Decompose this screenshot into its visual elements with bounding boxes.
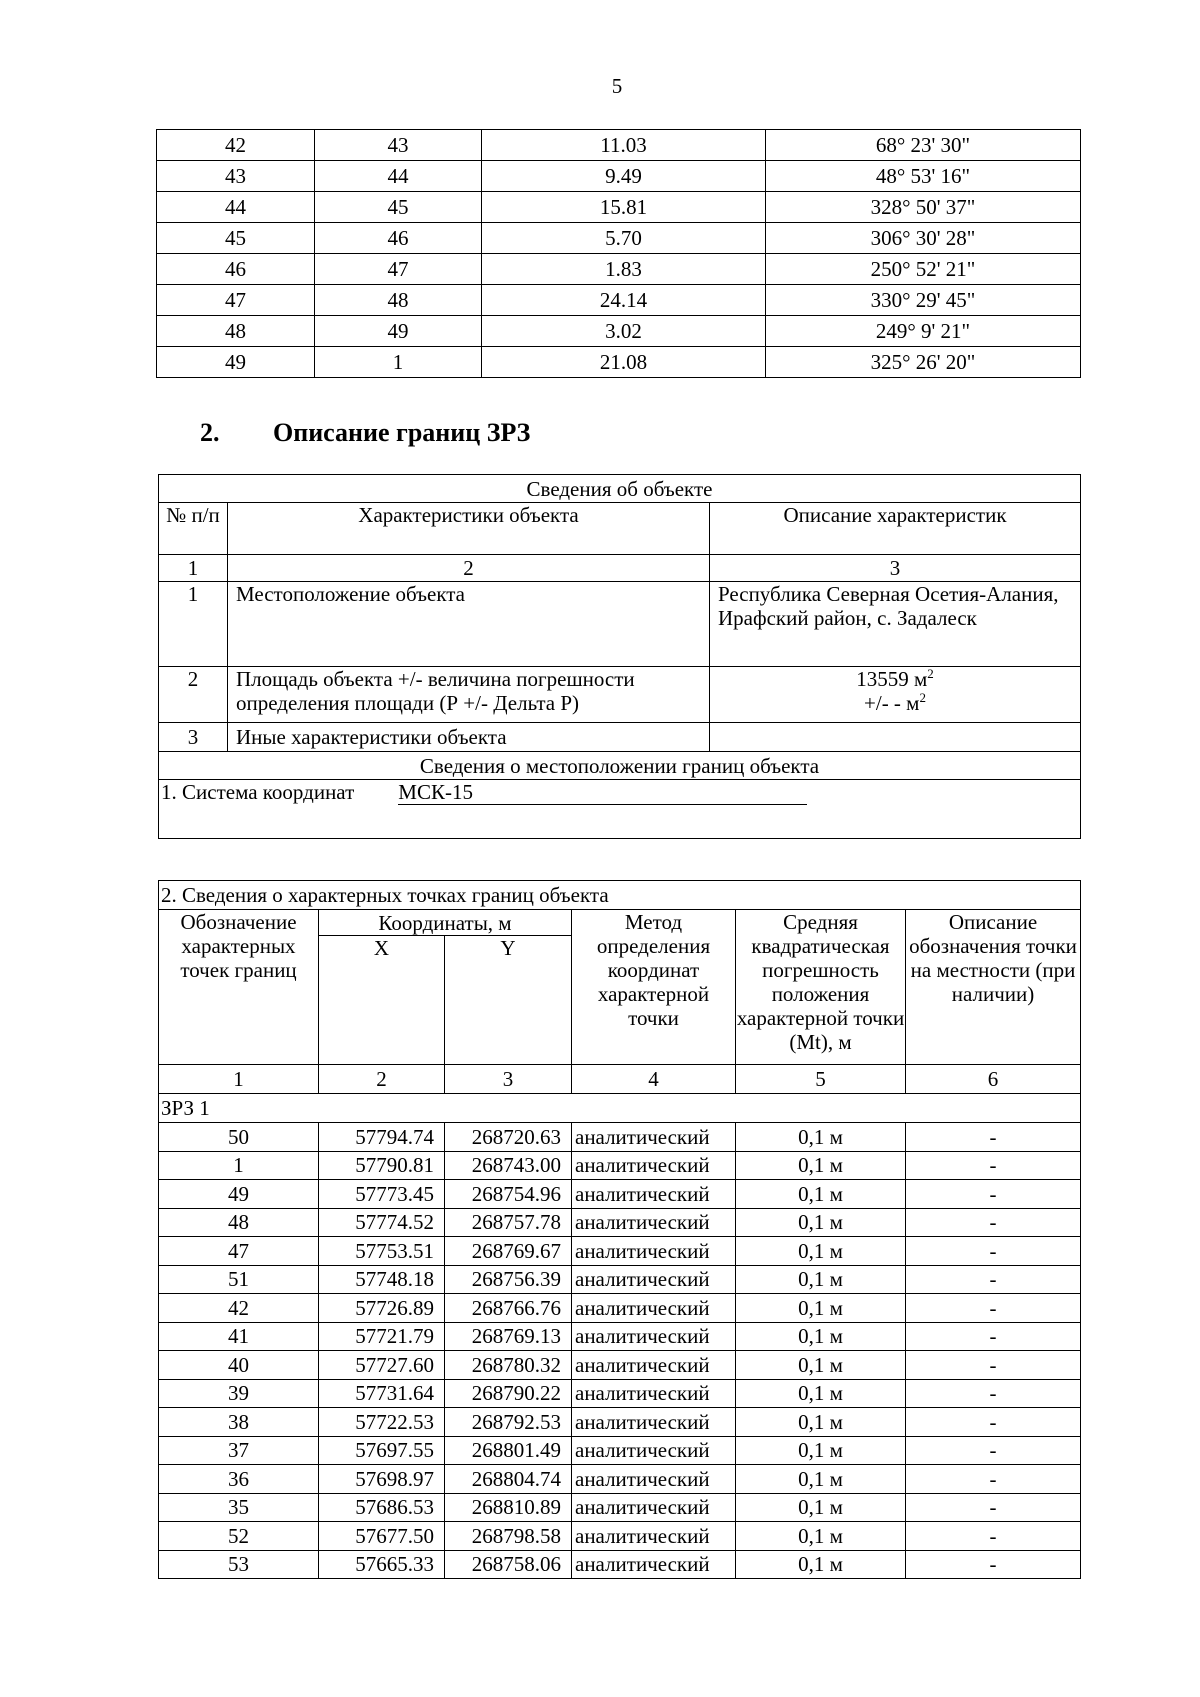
page-number: 5 [611,74,623,98]
segment-row [157,254,1081,285]
point-id: 1 [159,1151,319,1180]
object-table-title: Сведения об объекте [159,475,1081,503]
point-description: - [906,1550,1081,1579]
points-table-title: 2. Сведения о характерных точках границ объекта [159,881,1081,910]
y-header: Y [445,936,572,1065]
point-error: 0,1 м [736,1522,906,1551]
point-row [159,1379,1081,1408]
segment-angle: 325° 26' 20" [766,347,1081,378]
row-number: 2 [159,667,228,723]
point-error: 0,1 м [736,1322,906,1351]
point-y: 268758.06 [445,1550,572,1579]
segment-from: 45 [157,223,315,254]
point-description: - [906,1465,1081,1494]
segment-to: 44 [315,161,482,192]
segment-row [157,130,1081,161]
point-row [159,1493,1081,1522]
point-x: 57748.18 [319,1265,445,1294]
point-row [159,1550,1081,1579]
coord-system-row [159,780,1081,839]
point-id: 53 [159,1550,319,1579]
point-id: 52 [159,1522,319,1551]
point-y: 268769.67 [445,1237,572,1266]
point-y: 268792.53 [445,1408,572,1437]
point-id: 51 [159,1265,319,1294]
point-row [159,1408,1081,1437]
point-error: 0,1 м [736,1123,906,1152]
point-method: аналитический [572,1522,736,1551]
point-id: 39 [159,1379,319,1408]
point-description: - [906,1265,1081,1294]
segment-length: 1.83 [482,254,766,285]
point-description: - [906,1351,1081,1380]
col-description-header: Описание характеристик [710,503,1081,555]
point-id: 40 [159,1351,319,1380]
point-error: 0,1 м [736,1351,906,1380]
coord-system-label: 1. Система координат [161,780,355,804]
index-cell: 2 [228,555,710,582]
point-x: 57774.52 [319,1208,445,1237]
index-cell: 3 [445,1065,572,1094]
point-description: - [906,1208,1081,1237]
row-number: 3 [159,723,228,752]
point-method: аналитический [572,1237,736,1266]
point-x: 57686.53 [319,1493,445,1522]
segment-length: 21.08 [482,347,766,378]
point-id: 49 [159,1180,319,1209]
zone-label: ЗРЗ 1 [159,1094,1081,1123]
point-id: 37 [159,1436,319,1465]
point-row [159,1522,1081,1551]
point-x: 57721.79 [319,1322,445,1351]
point-y: 268757.78 [445,1208,572,1237]
segment-to: 1 [315,347,482,378]
point-row [159,1180,1081,1209]
index-cell: 1 [159,555,228,582]
point-y: 268804.74 [445,1465,572,1494]
row-characteristic: Площадь объекта +/- величина погрешности определения площади (Р +/- Дельта Р) [228,667,710,723]
area-error-exponent: 2 [919,690,926,705]
point-row [159,1237,1081,1266]
point-y: 268798.58 [445,1522,572,1551]
point-row [159,1123,1081,1152]
segment-length: 15.81 [482,192,766,223]
point-description: - [906,1408,1081,1437]
area-value-cell [710,667,1081,723]
point-row [159,1265,1081,1294]
point-error: 0,1 м [736,1151,906,1180]
area-value: 13559 м [856,667,928,691]
point-x: 57753.51 [319,1237,445,1266]
index-cell: 1 [159,1065,319,1094]
point-x: 57698.97 [319,1465,445,1494]
row-description [710,723,1081,752]
section-number: 2. [200,418,220,447]
point-id: 36 [159,1465,319,1494]
point-description: - [906,1322,1081,1351]
point-y: 268780.32 [445,1351,572,1380]
point-x: 57794.74 [319,1123,445,1152]
point-row [159,1208,1081,1237]
col-number-header: № п/п [159,503,228,555]
point-id: 50 [159,1123,319,1152]
designation-header: Обозначение характерных точек границ [159,910,319,1065]
point-y: 268756.39 [445,1265,572,1294]
segment-from: 47 [157,285,315,316]
point-description: - [906,1379,1081,1408]
point-error: 0,1 м [736,1294,906,1323]
point-description: - [906,1151,1081,1180]
segments-table [156,129,1081,378]
point-error: 0,1 м [736,1208,906,1237]
point-x: 57697.55 [319,1436,445,1465]
point-error: 0,1 м [736,1465,906,1494]
point-method: аналитический [572,1351,736,1380]
segment-angle: 306° 30' 28" [766,223,1081,254]
point-x: 57790.81 [319,1151,445,1180]
segment-angle: 249° 9' 21" [766,316,1081,347]
point-description: - [906,1436,1081,1465]
section-heading [200,418,530,448]
index-cell: 3 [710,555,1081,582]
segment-angle: 250° 52' 21" [766,254,1081,285]
description-header: Описание обозначения точки на местности (при наличии) [906,910,1081,1065]
segment-from: 48 [157,316,315,347]
point-description: - [906,1493,1081,1522]
point-error: 0,1 м [736,1237,906,1266]
point-y: 268790.22 [445,1379,572,1408]
point-error: 0,1 м [736,1379,906,1408]
point-x: 57731.64 [319,1379,445,1408]
segment-angle: 328° 50' 37" [766,192,1081,223]
object-info-table [158,474,1081,839]
point-error: 0,1 м [736,1436,906,1465]
segment-to: 48 [315,285,482,316]
point-method: аналитический [572,1408,736,1437]
segment-to: 47 [315,254,482,285]
point-x: 57727.60 [319,1351,445,1380]
point-method: аналитический [572,1550,736,1579]
point-x: 57773.45 [319,1180,445,1209]
point-id: 48 [159,1208,319,1237]
point-error: 0,1 м [736,1408,906,1437]
error-header: Средняя квадратическая погрешность положения характерной точки (Mt), м [736,910,906,1065]
point-y: 268801.49 [445,1436,572,1465]
segment-length: 24.14 [482,285,766,316]
segment-angle: 68° 23' 30" [766,130,1081,161]
point-method: аналитический [572,1123,736,1152]
point-x: 57726.89 [319,1294,445,1323]
point-row [159,1151,1081,1180]
point-method: аналитический [572,1465,736,1494]
segment-length: 11.03 [482,130,766,161]
method-header: Метод определения координат характерной точки [572,910,736,1065]
segment-length: 9.49 [482,161,766,192]
segment-from: 42 [157,130,315,161]
segment-length: 5.70 [482,223,766,254]
section-title: Описание границ ЗРЗ [273,418,531,447]
segment-row [157,285,1081,316]
point-row [159,1294,1081,1323]
segment-length: 3.02 [482,316,766,347]
point-method: аналитический [572,1379,736,1408]
segment-to: 45 [315,192,482,223]
segment-to: 49 [315,316,482,347]
point-method: аналитический [572,1208,736,1237]
point-row [159,1351,1081,1380]
point-method: аналитический [572,1294,736,1323]
segment-row [157,316,1081,347]
segment-from: 43 [157,161,315,192]
point-description: - [906,1294,1081,1323]
boundary-points-table [158,880,1081,1579]
segment-from: 49 [157,347,315,378]
point-y: 268769.13 [445,1322,572,1351]
segment-angle: 330° 29' 45" [766,285,1081,316]
point-row [159,1465,1081,1494]
point-x: 57665.33 [319,1550,445,1579]
segment-row [157,161,1081,192]
segment-from: 46 [157,254,315,285]
point-method: аналитический [572,1180,736,1209]
point-y: 268754.96 [445,1180,572,1209]
point-id: 41 [159,1322,319,1351]
col-characteristics-header: Характеристики объекта [228,503,710,555]
index-cell: 6 [906,1065,1081,1094]
segment-row [157,347,1081,378]
point-method: аналитический [572,1265,736,1294]
point-method: аналитический [572,1493,736,1522]
point-description: - [906,1237,1081,1266]
location-section-title: Сведения о местоположении границ объекта [159,752,1081,780]
row-description: Республика Северная Осетия-Алания, Ирафский район, с. Задалеск [710,582,1081,667]
point-error: 0,1 м [736,1493,906,1522]
point-y: 268720.63 [445,1123,572,1152]
point-description: - [906,1522,1081,1551]
point-error: 0,1 м [736,1265,906,1294]
index-cell: 5 [736,1065,906,1094]
segment-to: 43 [315,130,482,161]
row-characteristic: Местоположение объекта [228,582,710,667]
segment-row [157,192,1081,223]
point-method: аналитический [572,1151,736,1180]
segment-from: 44 [157,192,315,223]
point-id: 35 [159,1493,319,1522]
row-number: 1 [159,582,228,667]
segment-to: 46 [315,223,482,254]
index-cell: 4 [572,1065,736,1094]
point-id: 38 [159,1408,319,1437]
segment-angle: 48° 53' 16" [766,161,1081,192]
coord-system-value: МСК-15 [398,780,807,805]
point-x: 57677.50 [319,1522,445,1551]
point-y: 268766.76 [445,1294,572,1323]
point-method: аналитический [572,1436,736,1465]
point-y: 268743.00 [445,1151,572,1180]
coordinates-header: Координаты, м [319,910,572,936]
point-row [159,1436,1081,1465]
point-description: - [906,1180,1081,1209]
point-row [159,1322,1081,1351]
point-error: 0,1 м [736,1550,906,1579]
segment-row [157,223,1081,254]
point-id: 47 [159,1237,319,1266]
point-error: 0,1 м [736,1180,906,1209]
row-characteristic: Иные характеристики объекта [228,723,710,752]
area-unit-exponent: 2 [927,666,934,681]
point-y: 268810.89 [445,1493,572,1522]
point-id: 42 [159,1294,319,1323]
x-header: X [319,936,445,1065]
index-cell: 2 [319,1065,445,1094]
area-error: +/- - м [864,691,920,715]
point-description: - [906,1123,1081,1152]
point-x: 57722.53 [319,1408,445,1437]
point-method: аналитический [572,1322,736,1351]
